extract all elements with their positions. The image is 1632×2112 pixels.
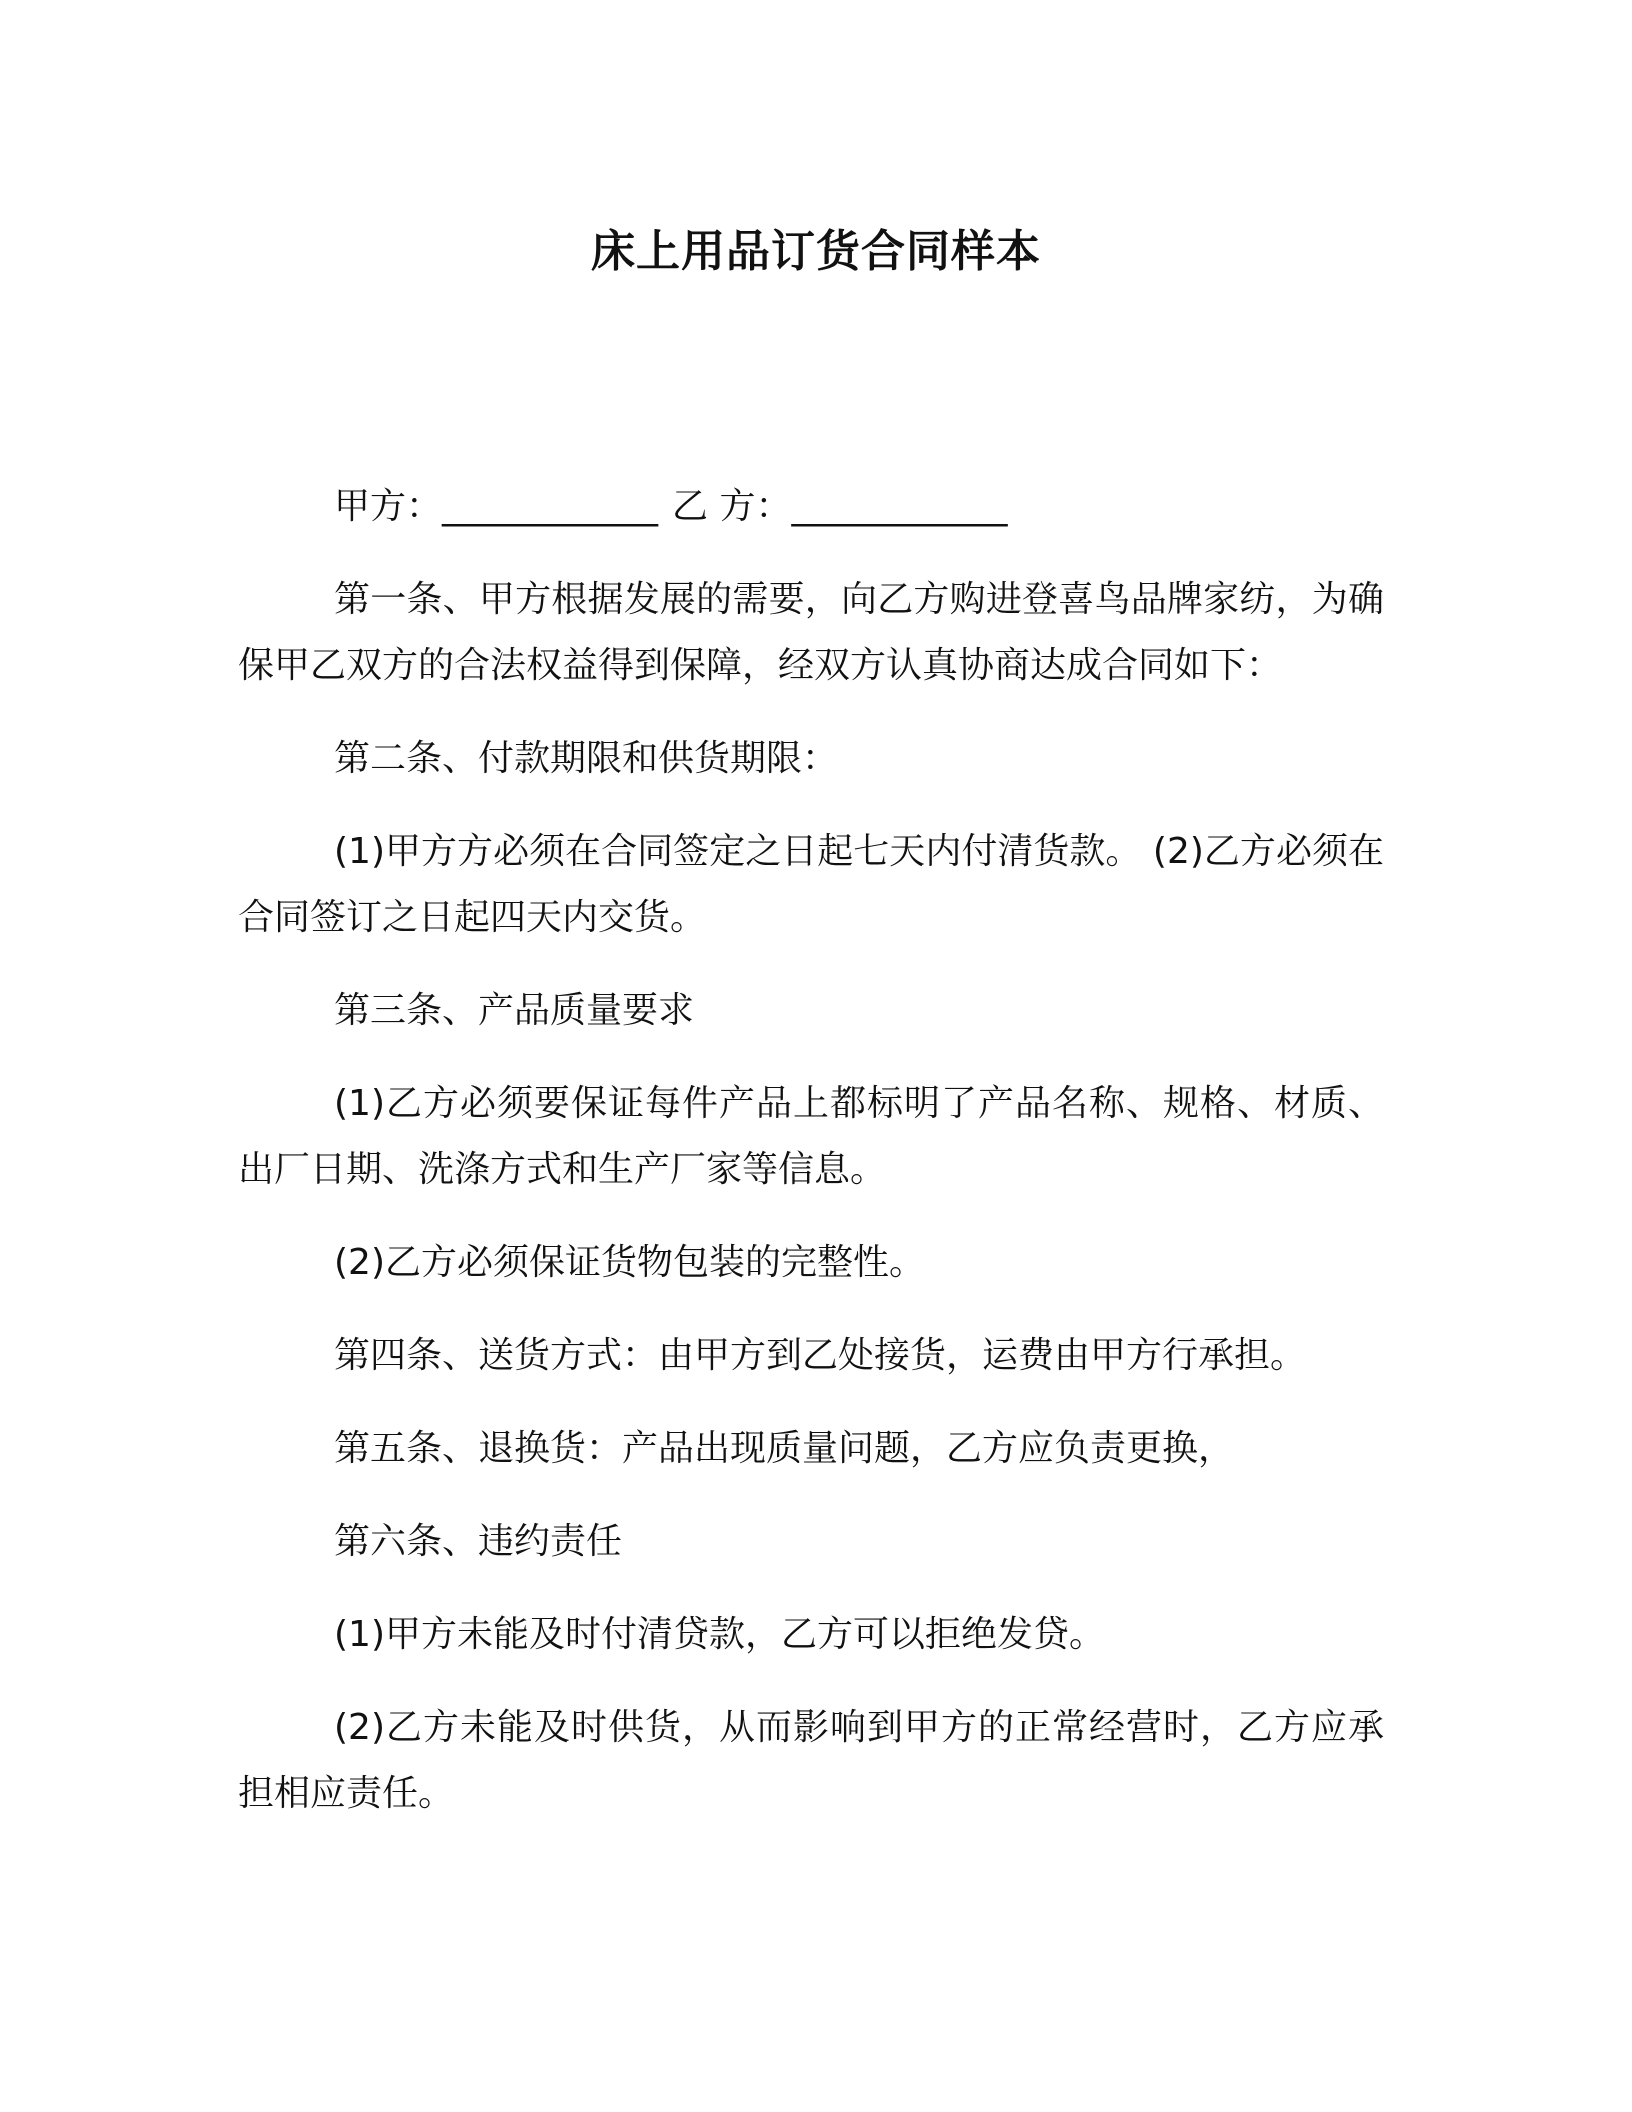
clause-4: 第四条、送货方式：由甲方到乙处接货，运费由甲方行承担。 <box>334 1335 1307 1376</box>
document-body <box>238 474 1384 1854</box>
parties-line <box>238 474 1384 540</box>
clause-2-items: (1)甲方方必须在合同签定之日起七天内付清货款。 (2)乙方必须在合同签订之日起四天内交货。 <box>238 831 1384 938</box>
clause-3-item-2: (2)乙方必须保证货物包装的完整性。 <box>334 1242 925 1283</box>
clause-1: 第一条、甲方根据发展的需要，向乙方购进登喜鸟品牌家纺，为确保甲乙双方的合法权益得到保障，经双方认真协商达成合同如下： <box>238 579 1384 686</box>
clause-6-heading: 第六条、违约责任 <box>334 1521 623 1562</box>
clause-2-heading: 第二条、付款期限和供货期限： <box>334 738 839 779</box>
clause-6-item-2: (2)乙方未能及时供货，从而影响到甲方的正常经营时，乙方应承担相应责任。 <box>238 1707 1384 1814</box>
clause-6-item-1: (1)甲方未能及时付清贷款，乙方可以拒绝发贷。 <box>334 1614 1105 1655</box>
document-title: 床上用品订货合同样本 <box>591 226 1041 277</box>
party-b-blank: ____________ <box>791 486 1008 527</box>
clause-5: 第五条、退换货：产品出现质量问题，乙方应负责更换， <box>334 1428 1235 1469</box>
clause-3-heading: 第三条、产品质量要求 <box>334 990 695 1031</box>
party-a-label: 甲方： <box>334 486 443 527</box>
clause-3-item-1: (1)乙方必须要保证每件产品上都标明了产品名称、规格、材质、出厂日期、洗涤方式和生产厂家等信息。 <box>238 1083 1384 1190</box>
party-b-label: 乙 方： <box>672 486 792 527</box>
party-a-blank: ____________ <box>442 486 659 527</box>
